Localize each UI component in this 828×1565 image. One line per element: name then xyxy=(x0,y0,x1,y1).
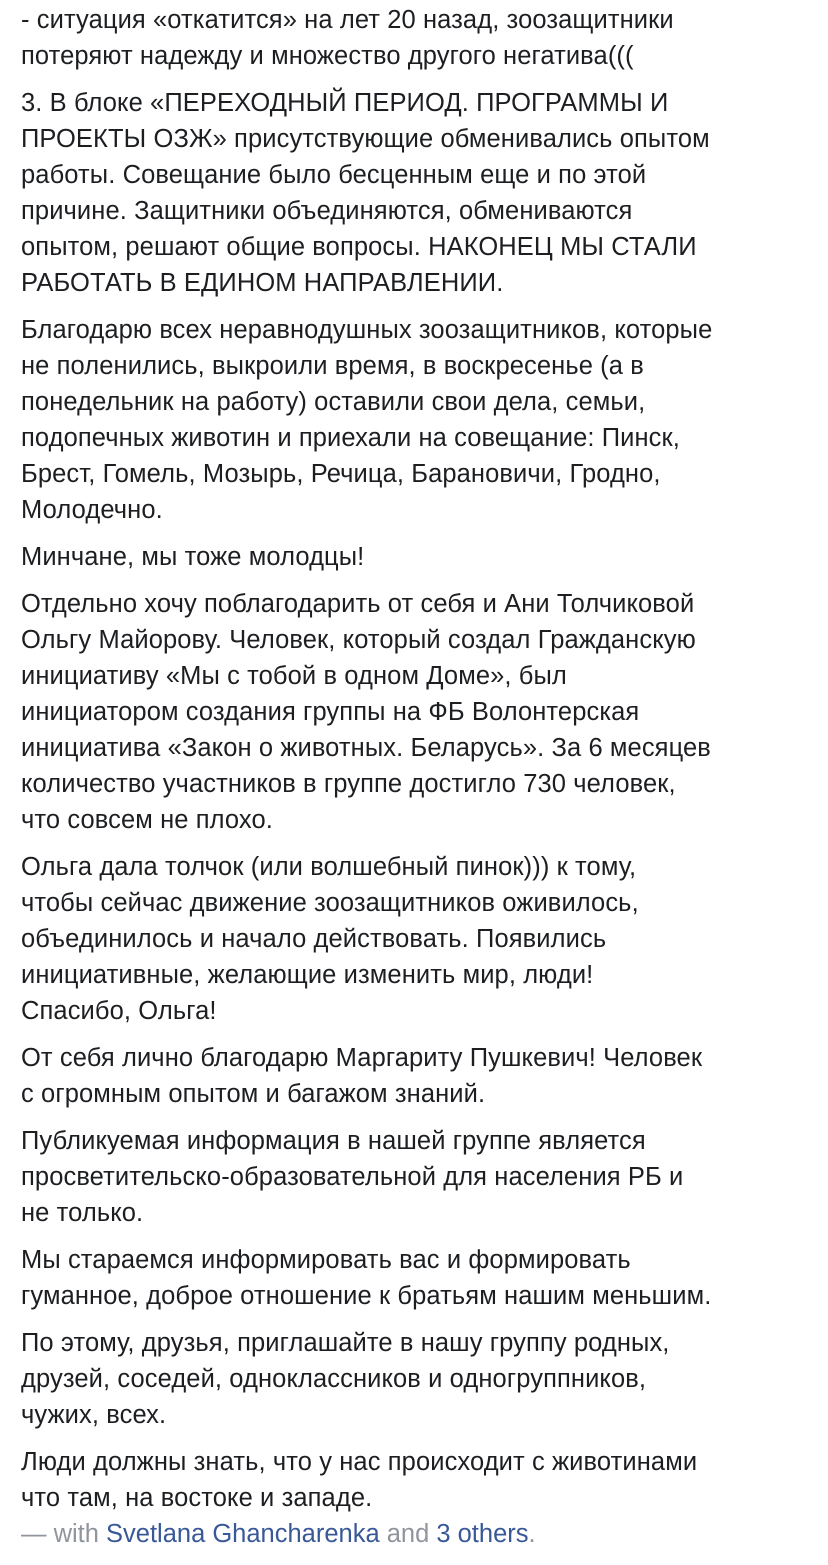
tagged-others-link[interactable]: 3 others xyxy=(436,1520,529,1548)
tagline-suffix: . xyxy=(528,1520,536,1548)
post-paragraph: Отдельно хочу поблагодарить от себя и Ани Толчиковой Ольгу Майорову. Человек, который создал Гражданскую инициативу «Мы с тобой в одном Доме», был инициатором создания группы на ФБ Волонтерская инициатива «Закон о животных. Беларусь». За 6 месяцев количество участников в группе достигло 730 человек, что совсем не плохо. xyxy=(21,590,711,834)
post-paragraph: Люди должны знать, что у нас происходит с животинами что там, на востоке и западе. xyxy=(21,1448,698,1512)
tagged-people-line xyxy=(21,1516,808,1552)
post-paragraph: Ольга дала толчок (или волшебный пинок))) к тому, чтобы сейчас движение зоозащитников оживилось, объединилось и начало действовать. Появились инициативные, желающие изменить мир, люди! Спасибо, Ольга! xyxy=(21,853,639,1025)
post-paragraph: - ситуация «откатится» на лет 20 назад, зоозащитники потеряют надежду и множество другого негатива((( xyxy=(21,6,674,70)
post-paragraph: Благодарю всех неравнодушных зоозащитников, которые не поленились, выкроили время, в воскресенье (а в понедельник на работу) оставили свои дела, семьи, подопечных животин и приехали на совещание: Пинск, Брест, Гомель, Мозырь, Речица, Барановичи, Гродно, Молодечно. xyxy=(21,316,713,524)
tagline-conjunction: and xyxy=(379,1520,437,1548)
tagged-person-link[interactable]: Svetlana Ghancharenka xyxy=(106,1520,380,1548)
post-paragraph: От себя лично благодарю Маргариту Пушкевич! Человек с огромным опытом и багажом знаний. xyxy=(21,1044,703,1108)
post-paragraph: Публикуемая информация в нашей группе является просветительско-образовательной для населения РБ и не только. xyxy=(21,1127,684,1227)
post-paragraph: 3. В блоке «ПЕРЕХОДНЫЙ ПЕРИОД. ПРОГРАММЫ И ПРОЕКТЫ ОЗЖ» присутствующие обменивались опытом работы. Совещание было бесценным еще и по этой причине. Защитники объединяются, обмениваются опытом, решают общие вопросы. НАКОНЕЦ МЫ СТАЛИ РАБОТАТЬ В ЕДИНОМ НАПРАВЛЕНИИ. xyxy=(21,89,710,297)
post-paragraph: По этому, друзья, приглашайте в нашу группу родных, друзей, соседей, одноклассников и одногруппников, чужих, всех. xyxy=(21,1329,670,1429)
tagline-prefix: — with xyxy=(21,1520,107,1548)
post-paragraph: Минчане, мы тоже молодцы! xyxy=(21,543,365,571)
post-paragraph: Мы стараемся информировать вас и формировать гуманное, доброе отношение к братьям нашим меньшим. xyxy=(21,1246,712,1310)
